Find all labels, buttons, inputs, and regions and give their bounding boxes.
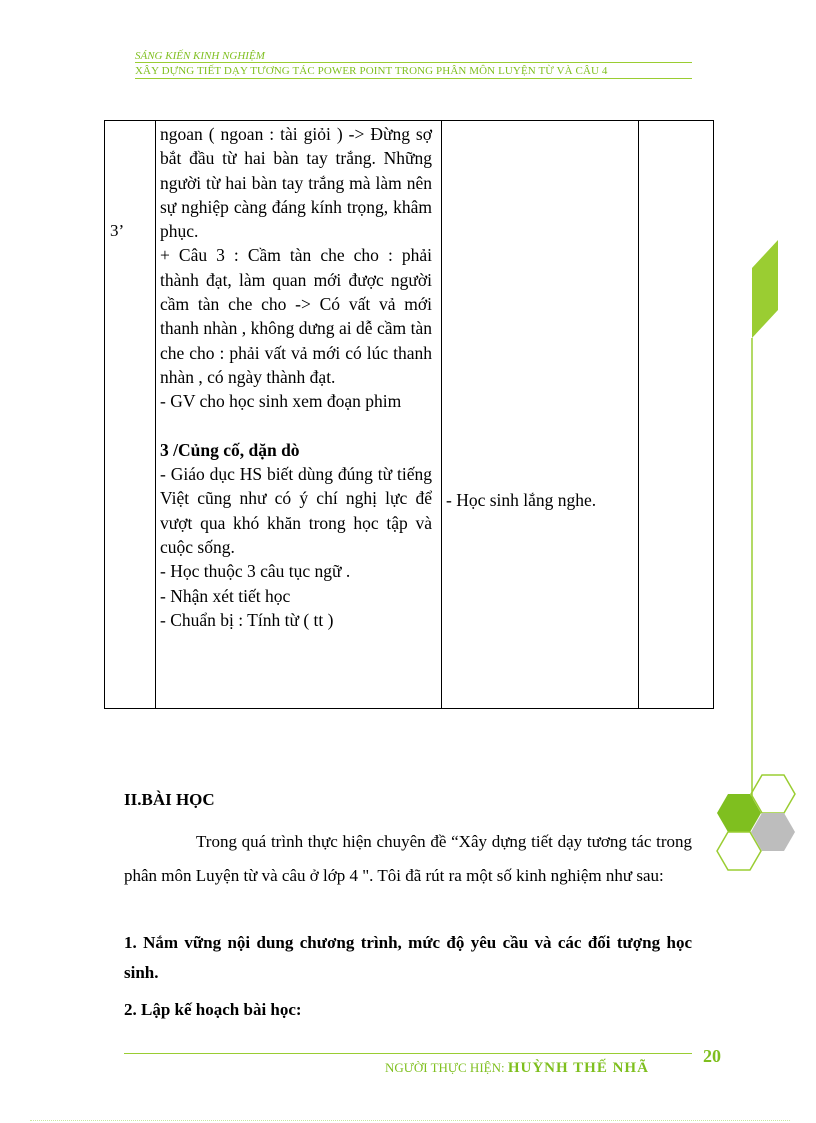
consolidation-line: - Học thuộc 3 câu tục ngữ . [160,561,351,582]
author-label: NGƯỜI THỰC HIỆN: [385,1060,505,1075]
teacher-line: - GV cho học sinh xem đoạn phim [160,391,402,412]
page-number: 20 [703,1046,721,1066]
header-title: XÂY DỰNG TIẾT DẠY TƯƠNG TÁC POWER POINT TRONG PHÂN MÔN LUYỆN TỪ VÀ CÂU 4 [135,65,608,77]
consolidation-line: - Nhận xét tiết học [160,585,291,606]
consolidation-line: - Giáo dục HS biết dùng đúng từ tiếng Việt cũng như có ý chí nghị lực để vượt qua khó khăn trong học tập và cuộc sống. [160,464,432,558]
hexagon-cluster-decoration [712,770,812,880]
header-subtitle: SÁNG KIẾN KINH NGHIỆM [135,50,265,62]
heading-item-1: 1. Nắm vững nội dung chương trình, mức độ yêu cầu và các đối tượng học sinh. [124,933,692,982]
teacher-line: + Câu 3 : Cầm tàn che cho : phải thành đạt, làm quan mới được người cầm tàn che cho -> Có vất vả mới thanh nhàn , không dưng ai dễ cầm tàn che cho : phải vất vả mới có lúc thanh nhàn , có ngày thành đạt. [160,245,432,387]
teacher-line: ngoan ( ngoan : tài giỏi ) -> Đừng sợ bắt đầu từ hai bàn tay trắng. Những người từ hai bàn tay trắng mà làm nên sự nghiệp càng đáng kính trọng, khâm phục. [160,124,432,242]
paragraph-text: Trong quá trình thực hiện chuyên đề “Xây dựng tiết dạy tương tác trong phân môn Luyện từ và câu ở lớp 4 ". Tôi đã rút ra một số kinh nghiệm như sau: [124,832,692,885]
time-label: 3’ [110,221,125,240]
consolidation-line: - Chuẩn bị : Tính từ ( tt ) [160,609,334,630]
author-name: HUỲNH THẾ NHÃ [507,1060,649,1076]
heading-item-2: 2. Lập kế hoạch bài học: [124,1000,302,1019]
student-activity-text: - Học sinh lắng nghe. [446,490,597,510]
section-title: II.BÀI HỌC [124,790,215,809]
consolidation-heading: 3 /Củng cố, dặn dò [160,439,300,460]
